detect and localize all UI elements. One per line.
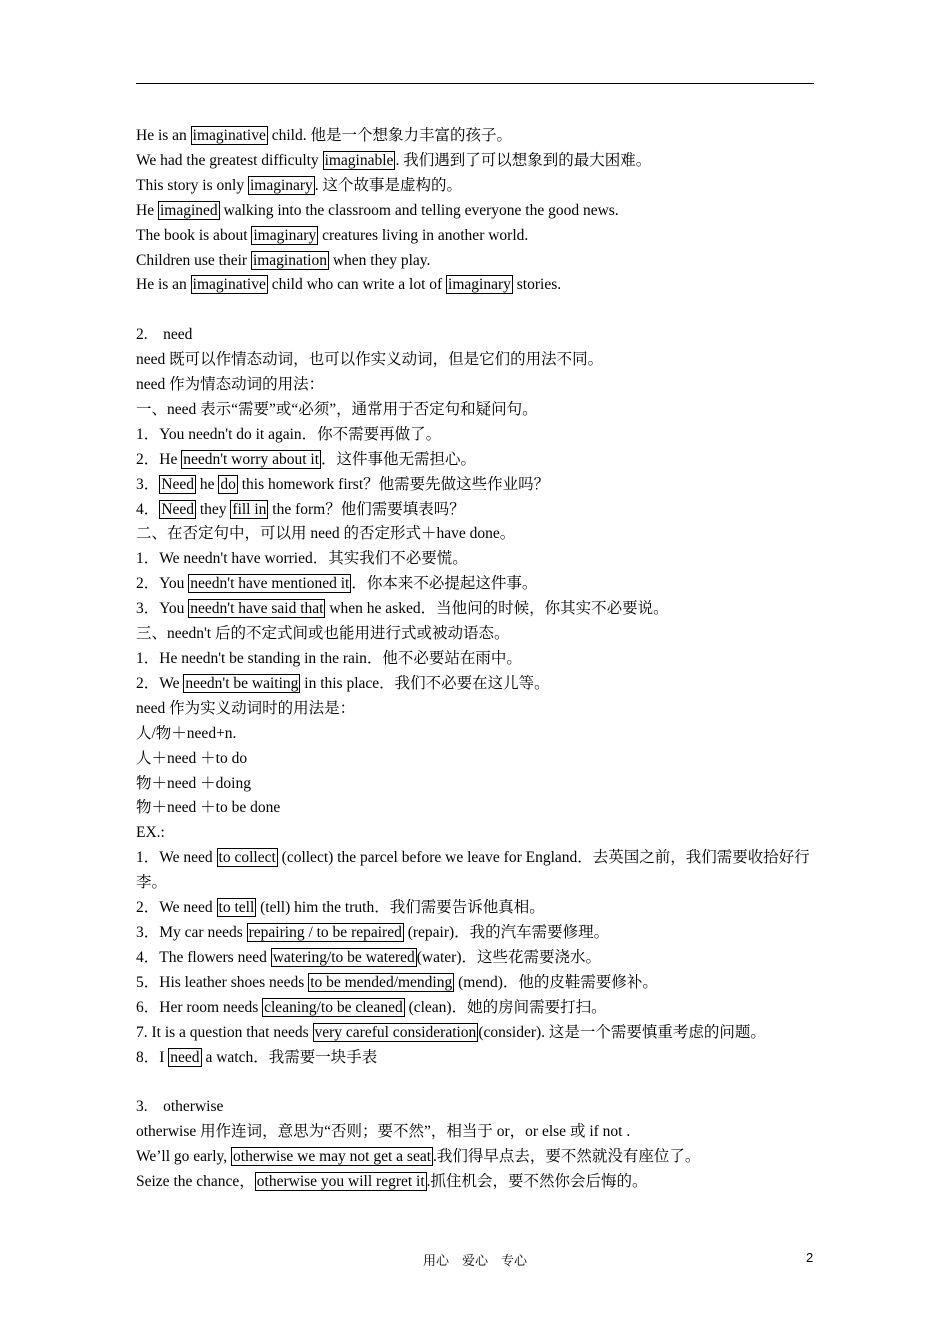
text-line xyxy=(136,946,816,971)
boxed-answer: imaginative xyxy=(192,127,266,144)
text-line xyxy=(136,273,816,298)
text-run: 人/物＋need+n. xyxy=(136,724,237,742)
boxed-answer: do xyxy=(220,475,236,493)
boxed-answer: to tell xyxy=(218,899,255,917)
text-run: 三、needn't 后的不定式间或也能用进行式或被动语态。 xyxy=(136,625,510,643)
boxed-answer: need xyxy=(170,1048,200,1066)
text-run: We had the greatest difficulty xyxy=(136,151,323,169)
boxed-answer: needn't have mentioned it xyxy=(190,575,350,593)
boxed-answer: imaginary xyxy=(249,176,313,194)
boxed-answer: needn't be waiting xyxy=(185,674,299,692)
text-run: they xyxy=(195,500,231,518)
text-line xyxy=(136,498,816,523)
text-line xyxy=(136,199,816,224)
text-run: 8．I xyxy=(136,1048,169,1066)
text-line xyxy=(136,896,816,921)
document-body xyxy=(136,124,816,1195)
text-run: 1．We needn't have worried．其实我们不必要慌。 xyxy=(136,550,468,568)
text-run: walking into the classroom and telling everyone the good news. xyxy=(219,201,619,219)
boxed-answer: to be mended/mending xyxy=(310,973,453,991)
text-run: 1．He needn't be standing in the rain．他不必要站在雨中。 xyxy=(136,650,522,668)
text-line xyxy=(136,846,816,896)
boxed-answer: imagined xyxy=(159,201,218,219)
text-line xyxy=(136,174,816,199)
text-line xyxy=(136,124,816,149)
boxed-answer: imaginative xyxy=(192,276,266,294)
text-line xyxy=(136,373,816,398)
text-run: 二、在否定句中，可以用 need 的否定形式＋have done。 xyxy=(136,525,516,543)
text-run: 3． xyxy=(136,475,160,493)
text-line xyxy=(136,398,816,423)
text-run: this homework first？他需要先做这些作业吗？ xyxy=(237,475,550,493)
text-line xyxy=(136,1046,816,1071)
text-run: (water)．这些花需要浇水。 xyxy=(416,948,601,966)
text-run: .抓住机会，要不然你会后悔的。 xyxy=(426,1173,648,1191)
text-run: 6．Her room needs xyxy=(136,998,263,1016)
boxed-answer: fill in xyxy=(232,500,267,518)
text-run: need 作为情态动词的用法： xyxy=(136,376,325,394)
text-line xyxy=(136,1145,816,1170)
text-line xyxy=(136,996,816,1021)
text-run: need 作为实义动词时的用法是： xyxy=(136,699,356,717)
text-run: ．这件事他无需担心。 xyxy=(321,450,477,468)
boxed-answer: watering/to be watered xyxy=(272,948,415,966)
boxed-answer: very careful consideration xyxy=(314,1023,477,1041)
text-run: the form？他们需要填表吗？ xyxy=(268,500,465,518)
text-line xyxy=(136,821,816,846)
boxed-answer: repairing / to be repaired xyxy=(248,923,402,941)
text-run: 2．We xyxy=(136,674,184,692)
text-line xyxy=(136,522,816,547)
text-run: (consider). 这是一个需要慎重考虑的问题。 xyxy=(478,1023,766,1041)
text-run: He is an xyxy=(136,276,191,294)
text-line xyxy=(136,423,816,448)
text-run: 1．You needn't do it again．你不需要再做了。 xyxy=(136,425,442,443)
boxed-answer: otherwise we may not get a seat xyxy=(233,1148,432,1166)
boxed-answer: imagination xyxy=(252,251,327,269)
footer-motto: 用心 爱心 专心 xyxy=(422,1254,527,1269)
text-line xyxy=(136,249,816,274)
text-run: 7. It is a question that needs xyxy=(136,1023,313,1041)
text-line xyxy=(136,622,816,647)
text-run: in this place．我们不必要在这儿等。 xyxy=(300,674,550,692)
boxed-answer: needn't worry about it xyxy=(183,450,320,468)
text-run: when they play. xyxy=(328,251,431,269)
boxed-answer: imaginary xyxy=(448,276,511,294)
boxed-answer: Need xyxy=(161,500,194,518)
text-run: .我们得早点去，要不然就没有座位了。 xyxy=(433,1148,701,1166)
text-line xyxy=(136,672,816,697)
boxed-answer: imaginary xyxy=(253,226,317,244)
text-run: need 既可以作情态动词，也可以作实义动词，但是它们的用法不同。 xyxy=(136,351,604,369)
text-run: (clean)．她的房间需要打扫。 xyxy=(404,998,607,1016)
text-line xyxy=(136,224,816,249)
text-line xyxy=(136,921,816,946)
text-run: EX.: xyxy=(136,824,165,842)
text-run: (repair)．我的汽车需要修理。 xyxy=(403,923,610,941)
text-run: 物＋need ＋doing xyxy=(136,774,251,792)
text-run: He is an xyxy=(136,127,191,144)
text-run: 物＋need ＋to be done xyxy=(136,799,281,817)
text-line xyxy=(136,1120,816,1145)
text-line xyxy=(136,448,816,473)
text-line xyxy=(136,597,816,622)
text-run: 一、need 表示“需要”或“必须”，通常用于否定句和疑问句。 xyxy=(136,400,538,418)
text-line xyxy=(136,473,816,498)
boxed-answer: Need xyxy=(161,475,194,493)
text-line xyxy=(136,647,816,672)
text-run: 2．He xyxy=(136,450,182,468)
blank-line xyxy=(136,298,816,323)
text-line xyxy=(136,747,816,772)
page-number: 2 xyxy=(806,1250,814,1265)
text-run: a watch．我需要一块手表 xyxy=(201,1048,378,1066)
text-line xyxy=(136,772,816,797)
text-run: 1．We need xyxy=(136,849,217,867)
text-run: 3．You xyxy=(136,600,189,618)
text-line xyxy=(136,971,816,996)
text-run: child who can write a lot of xyxy=(267,276,447,294)
text-run: . 我们遇到了可以想象到的最大困难。 xyxy=(395,151,652,169)
text-run: Children use their xyxy=(136,251,251,269)
text-run: stories. xyxy=(512,276,562,294)
boxed-answer: cleaning/to be cleaned xyxy=(264,998,403,1016)
text-run: (collect) the parcel before we leave for England．去英国之前，我们需要收拾好行李。 xyxy=(136,849,810,892)
text-run: when he asked．当他问的时候，你其实不必要说。 xyxy=(325,600,669,618)
boxed-answer: needn't have said that xyxy=(190,600,324,618)
text-run: He xyxy=(136,201,158,219)
text-run: he xyxy=(195,475,219,493)
text-line xyxy=(136,323,816,348)
text-run: 2．We need xyxy=(136,899,217,917)
text-run: ．你本来不必提起这件事。 xyxy=(351,575,538,593)
text-run: 2. need xyxy=(136,326,193,344)
text-run: 3. otherwise xyxy=(136,1098,224,1116)
text-run: creatures living in another world. xyxy=(318,226,529,244)
boxed-answer: otherwise you will regret it xyxy=(256,1173,425,1191)
text-run: 人＋need ＋to do xyxy=(136,749,248,767)
text-line xyxy=(136,1170,816,1195)
text-run: We’ll go early, xyxy=(136,1148,232,1166)
text-line xyxy=(136,572,816,597)
boxed-answer: imaginable xyxy=(324,151,394,169)
text-line xyxy=(136,1095,816,1120)
text-run: child. 他是一个想象力丰富的孩子。 xyxy=(267,127,512,144)
text-run: 5．His leather shoes needs xyxy=(136,973,309,991)
header-rule xyxy=(136,83,814,84)
text-run: otherwise 用作连词，意思为“否则；要不然”，相当于 or，or else 或 if not . xyxy=(136,1123,631,1141)
text-line xyxy=(136,547,816,572)
blank-line xyxy=(136,1070,816,1095)
text-line xyxy=(136,697,816,722)
text-run: (tell) him the truth．我们需要告诉他真相。 xyxy=(256,899,545,917)
text-line xyxy=(136,796,816,821)
boxed-answer: to collect xyxy=(218,849,276,867)
text-run: This story is only xyxy=(136,176,248,194)
text-run: (mend)．他的皮鞋需要修补。 xyxy=(454,973,658,991)
text-run: Seize the chance， xyxy=(136,1173,255,1191)
text-line xyxy=(136,348,816,373)
text-run: . 这个故事是虚构的。 xyxy=(314,176,463,194)
text-run: The book is about xyxy=(136,226,252,244)
text-line xyxy=(136,1021,816,1046)
text-run: 4． xyxy=(136,500,160,518)
text-run: 2．You xyxy=(136,575,189,593)
text-run: 3．My car needs xyxy=(136,923,247,941)
text-line xyxy=(136,149,816,174)
text-run: 4．The flowers need xyxy=(136,948,271,966)
text-line xyxy=(136,722,816,747)
